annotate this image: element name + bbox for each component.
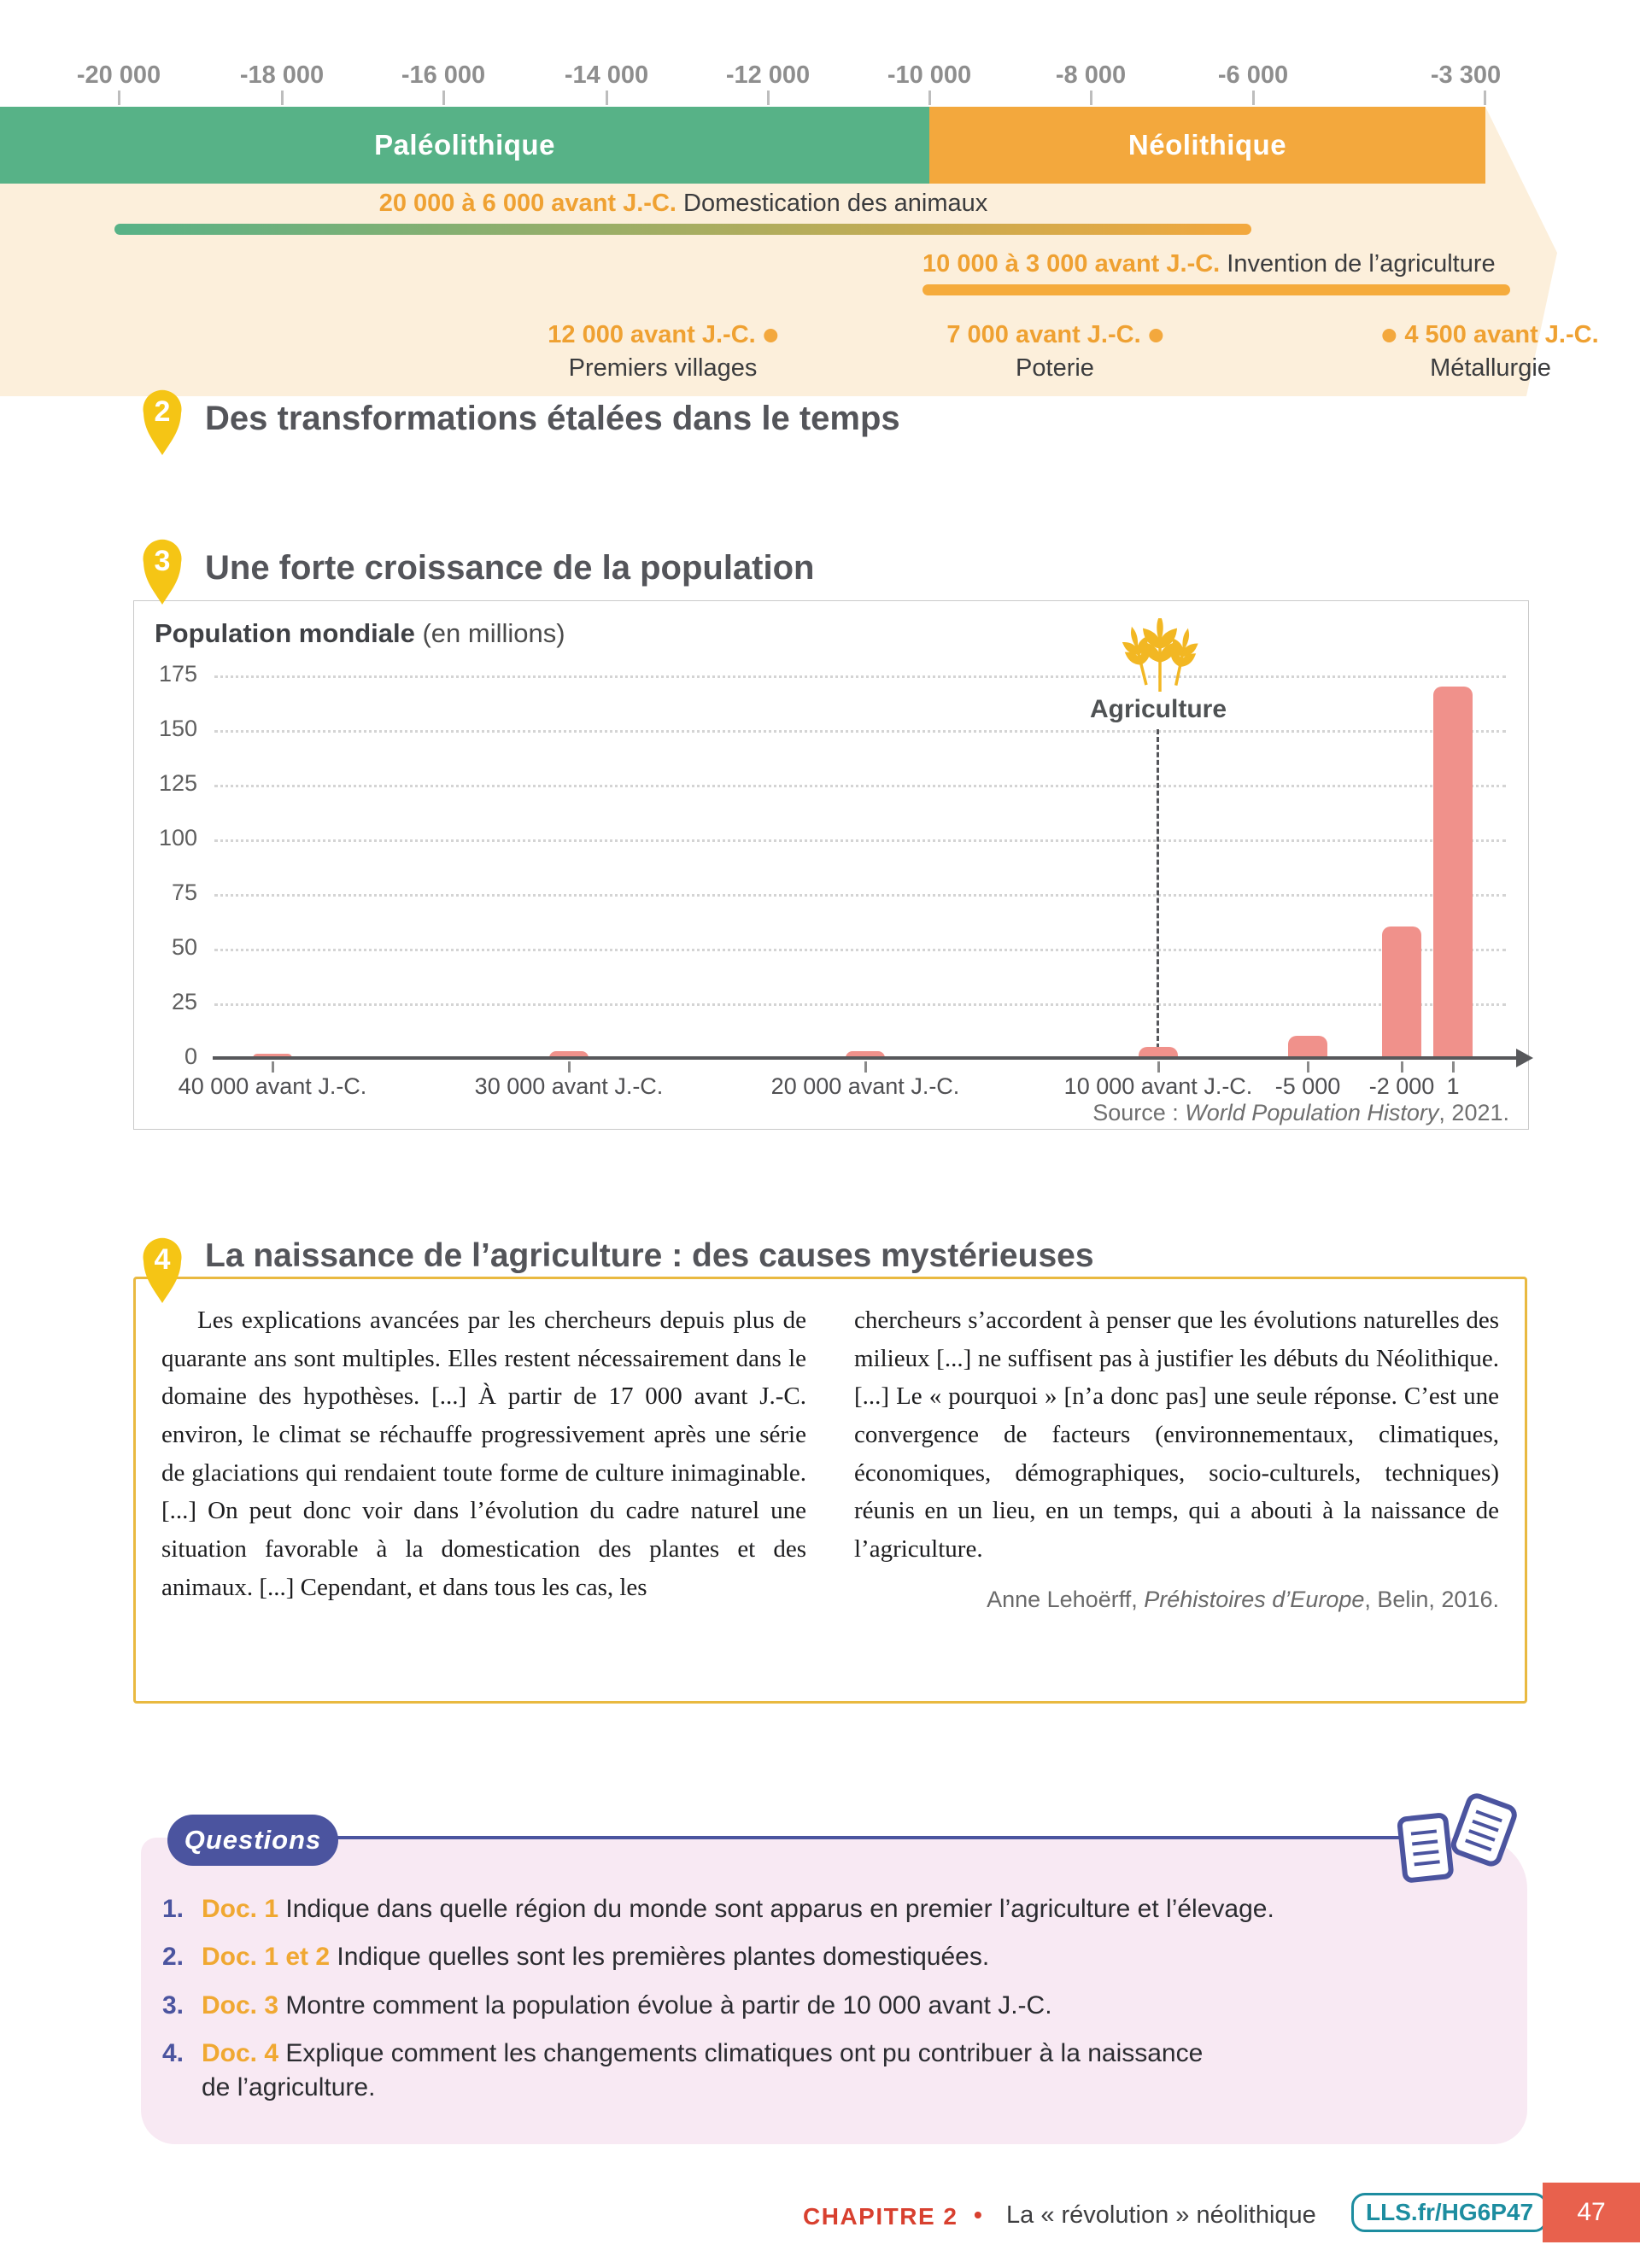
questions-header-line xyxy=(333,1836,1408,1839)
x-tick-label: 20 000 avant J.-C. xyxy=(770,1073,960,1099)
section-4-title: La naissance de l’agriculture : des causes mystérieuses xyxy=(205,1237,1094,1274)
questions-badge-label: Questions xyxy=(184,1825,322,1855)
timeline-tick-label: -3 300 xyxy=(1430,61,1502,89)
timeline-tickmark xyxy=(1252,91,1255,105)
timeline-tickmark xyxy=(606,91,608,105)
question-number: 1. xyxy=(162,1895,184,1923)
question-doc-ref: Doc. 4 xyxy=(202,2039,279,2067)
milestone-label: Poterie xyxy=(1016,354,1094,382)
x-tickmark xyxy=(864,1061,867,1073)
period-label: Néolithique xyxy=(1128,129,1287,161)
timeline-tickmark xyxy=(281,91,284,105)
timeline-tickmark xyxy=(442,91,445,105)
footer-link-badge[interactable]: LLS.fr/HG6P47 xyxy=(1351,2193,1548,2232)
timeline-tick-label: -18 000 xyxy=(239,61,325,89)
x-tick-label: -2 000 xyxy=(1368,1073,1435,1099)
y-tick-label: 50 xyxy=(171,934,197,960)
y-tick-label: 125 xyxy=(158,770,197,796)
chart-title-unit: (en millions) xyxy=(422,618,565,648)
question-text: Montre comment la population évolue à partir de 10 000 avant J.-C. xyxy=(285,1991,1052,2020)
source-suffix: , 2021. xyxy=(1438,1100,1509,1125)
population-chart xyxy=(133,600,1529,1130)
milestone-metallurgie xyxy=(1382,321,1598,383)
range-label: Domestication des animaux xyxy=(683,190,988,217)
section-4-badge xyxy=(143,1236,182,1303)
papers-icon xyxy=(1391,1790,1519,1884)
timeline-tick-label: -14 000 xyxy=(564,61,649,89)
range-domestication xyxy=(342,190,1025,218)
timeline-tick-label: -8 000 xyxy=(1055,61,1127,89)
x-tick-label: 10 000 avant J.-C. xyxy=(1063,1073,1253,1099)
range-dates: 10 000 à 3 000 avant J.-C. xyxy=(922,250,1221,278)
doc4-column-2 xyxy=(854,1301,1499,1617)
milestone-label: Métallurgie xyxy=(1430,354,1551,382)
chart-source xyxy=(1092,1100,1509,1126)
section-2-badge xyxy=(143,389,182,455)
question-text: Indique dans quelle région du monde sont apparus en premier l’agriculture et l’élevage. xyxy=(285,1895,1274,1923)
y-tick-label: 0 xyxy=(184,1043,197,1069)
period-label: Paléolithique xyxy=(374,129,555,161)
range-bar-agriculture xyxy=(922,284,1510,295)
x-tick-label: 40 000 avant J.-C. xyxy=(178,1073,367,1099)
question-text-line2: de l’agriculture. xyxy=(202,2073,376,2101)
y-tick-label: 175 xyxy=(158,661,197,687)
timeline-tickmark xyxy=(767,91,770,105)
y-tick-label: 150 xyxy=(158,716,197,741)
footer-bullet: • xyxy=(974,2201,982,2228)
question-3 xyxy=(162,1989,1052,2023)
x-tick-label: 30 000 avant J.-C. xyxy=(474,1073,664,1099)
page-number: 47 xyxy=(1543,2183,1640,2242)
x-tickmark xyxy=(272,1061,274,1073)
timeline-tick-label: -10 000 xyxy=(887,61,972,89)
section-number: 3 xyxy=(154,545,171,577)
milestone-dot-icon xyxy=(1382,329,1396,342)
page-footer xyxy=(0,2191,1640,2251)
section-2-title: Des transformations étalées dans le temps xyxy=(205,400,900,437)
footer-chapter-title: La « révolution » néolithique xyxy=(1006,2201,1316,2229)
question-2 xyxy=(162,1940,989,1974)
x-tickmark xyxy=(568,1061,571,1073)
milestone-date: 7 000 avant J.-C. xyxy=(946,321,1141,348)
range-bar-domestication xyxy=(114,224,1251,235)
citation-author: Anne Lehoërff, xyxy=(987,1586,1145,1612)
milestone-poterie xyxy=(946,321,1163,383)
x-tickmark xyxy=(1307,1061,1309,1073)
bar xyxy=(1433,687,1473,1058)
period-neolithique xyxy=(929,107,1485,184)
period-paleolithique xyxy=(0,107,929,184)
x-tick-label: 1 xyxy=(1446,1073,1460,1099)
milestone-premiers-villages xyxy=(548,321,777,383)
doc4-text-box xyxy=(133,1277,1527,1704)
x-axis xyxy=(213,1056,1518,1060)
question-number: 4. xyxy=(162,2039,184,2067)
timeline-tick-label: -12 000 xyxy=(725,61,811,89)
milestone-dot-icon xyxy=(764,329,778,342)
y-tick-label: 100 xyxy=(158,825,197,850)
citation-work: Préhistoires d’Europe xyxy=(1144,1586,1365,1612)
question-4 xyxy=(162,2037,1203,2105)
timeline-tick-label: -6 000 xyxy=(1217,61,1289,89)
agriculture-annotation-label: Agriculture xyxy=(1089,695,1227,723)
question-1 xyxy=(162,1892,1274,1926)
citation-rest: , Belin, 2016. xyxy=(1364,1586,1499,1612)
question-number: 3. xyxy=(162,1991,184,2020)
y-tick-label: 75 xyxy=(171,880,197,905)
question-number: 2. xyxy=(162,1943,184,1971)
x-axis-arrow-icon xyxy=(1516,1049,1533,1067)
milestone-label: Premiers villages xyxy=(568,354,758,382)
chart-title-main: Population mondiale xyxy=(155,618,415,648)
x-tickmark xyxy=(1157,1061,1160,1073)
doc4-column-2-text: chercheurs s’accordent à penser que les évolutions naturelles des milieux [...] ne suffisent pas à justifier les débuts du Néolithique. [...] Le « pourquoi » [n’a donc pas] une seule réponse. C’est une convergence de facteurs (environnementaux, climatiques, économiques, démographiques, socio-culturels, techniques) réunis en un lieu, en un temps, qui a abouti à la naissance de l’agriculture. xyxy=(854,1306,1499,1563)
question-doc-ref: Doc. 1 xyxy=(202,1895,279,1923)
bar xyxy=(1288,1036,1327,1058)
milestone-date: 12 000 avant J.-C. xyxy=(548,321,756,348)
source-prefix: Source : xyxy=(1092,1100,1186,1125)
range-label: Invention de l’agriculture xyxy=(1227,250,1496,278)
doc4-column-1: Les explications avancées par les chercheurs depuis plus de quarante ans sont multiples. Elles restent nécessairement dans le domaine des hypothèses. [...] À partir de 17 000 avant J.-C. environ, le climat se réchauffe progressivement après une série de glaciations qui rendaient toute forme de culture inimaginable. [...] On peut donc voir dans l’évolution du cadre naturel une situation favorable à la domestication des plantes et des animaux. [...] Cependant, et dans tous les cas, les xyxy=(161,1306,806,1601)
section-3-title: Une forte croissance de la population xyxy=(205,549,815,587)
question-doc-ref: Doc. 1 et 2 xyxy=(202,1943,331,1971)
question-text: Indique quelles sont les premières plantes domestiquées. xyxy=(337,1943,990,1971)
timeline-tickmark xyxy=(118,91,120,105)
x-tick-label: -5 000 xyxy=(1274,1073,1341,1099)
timeline-tickmark xyxy=(928,91,931,105)
timeline-tick-label: -20 000 xyxy=(76,61,161,89)
section-3-badge xyxy=(143,538,182,605)
milestone-dot-icon xyxy=(1150,329,1163,342)
timeline-tick-label: -16 000 xyxy=(401,61,486,89)
range-dates: 20 000 à 6 000 avant J.-C. xyxy=(378,190,676,217)
source-work: World Population History xyxy=(1185,1100,1439,1125)
question-doc-ref: Doc. 3 xyxy=(202,1991,279,2020)
range-agriculture xyxy=(922,250,1496,278)
timeline-tickmark xyxy=(1484,91,1486,105)
bar xyxy=(1382,926,1421,1058)
y-tick-label: 25 xyxy=(171,989,197,1014)
x-tickmark xyxy=(1401,1061,1403,1073)
questions-badge xyxy=(167,1815,338,1866)
x-tickmark xyxy=(1452,1061,1455,1073)
section-number: 2 xyxy=(154,395,171,428)
chart-bars xyxy=(134,601,1528,1129)
question-text: Explique comment les changements climatiques ont pu contribuer à la naissance xyxy=(285,2039,1204,2067)
footer-chapter: CHAPITRE 2 xyxy=(803,2203,958,2230)
timeline-tickmark xyxy=(1090,91,1092,105)
milestone-date: 4 500 avant J.-C. xyxy=(1404,321,1599,348)
doc4-citation xyxy=(854,1582,1499,1618)
section-number: 4 xyxy=(154,1243,171,1276)
